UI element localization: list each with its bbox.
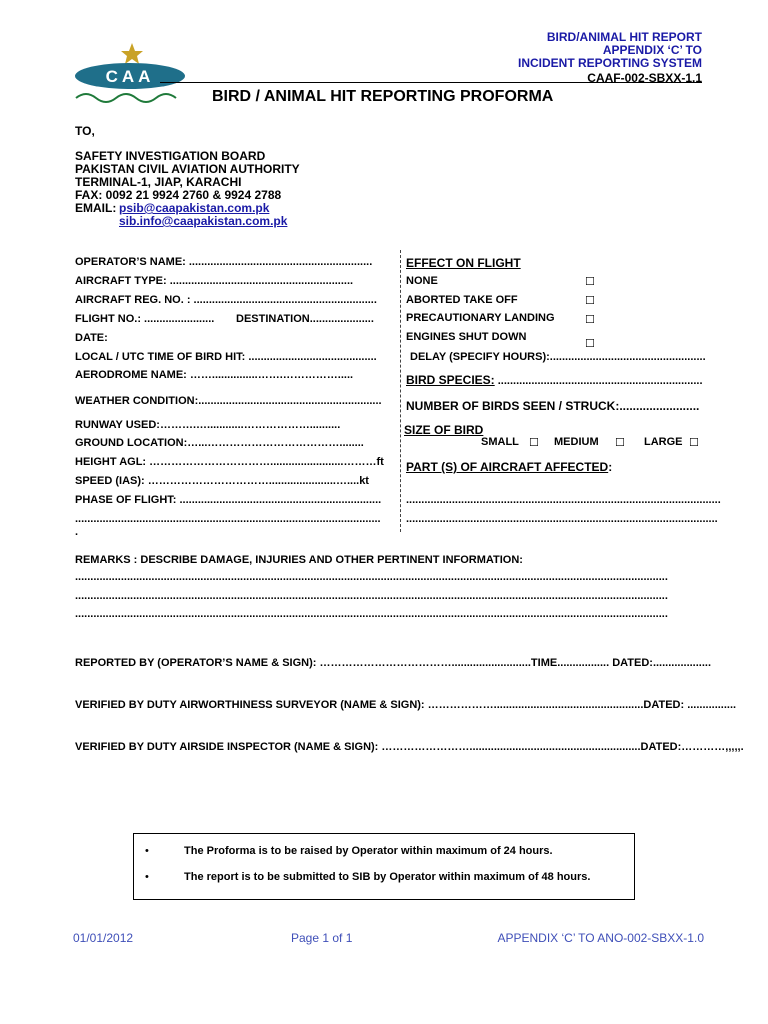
address-line3: TERMINAL-1, JIAP, KARACHI [75,175,242,189]
extra-blank-line[interactable]: .................................................................................................... [75,513,381,525]
parts-affected-line1[interactable]: ....................................................................................................... [406,494,721,506]
weather-condition-field[interactable]: WEATHER CONDITION:............................................................ [75,395,382,407]
note-24-hours: The Proforma is to be raised by Operator within maximum of 24 hours. [184,845,553,857]
address-line1: SAFETY INVESTIGATION BOARD [75,149,266,163]
remarks-line3[interactable]: .................................................................................................................................................................................................. [75,608,668,620]
reported-by-line[interactable]: REPORTED BY (OPERATOR’S NAME & SIGN): ………………………………..........................TIME................. DATED:................... [75,657,712,669]
notes-box [133,833,635,900]
size-of-bird-heading: SIZE OF BIRD [404,423,484,437]
destination-field[interactable]: DESTINATION..................... [236,313,374,325]
footer-appendix-ref: APPENDIX ‘C’ TO ANO-002-SBXX-1.0 [497,931,704,945]
header-line3: INCIDENT REPORTING SYSTEM [517,56,702,70]
caa-logo [68,40,193,108]
footer-date: 01/01/2012 [73,931,134,945]
star-icon [121,43,143,64]
size-medium-label: MEDIUM [554,436,599,448]
fax-line: FAX: 0092 21 9924 2760 & 9924 2788 [75,188,282,202]
urdu-script-mark [76,94,176,102]
effect-none-checkbox[interactable]: ☐ [585,275,595,288]
size-medium-checkbox[interactable]: ☐ [615,436,625,449]
bird-hit-time-field[interactable]: LOCAL / UTC TIME OF BIRD HIT: .......................................... [75,351,377,363]
size-large-checkbox[interactable]: ☐ [689,436,699,449]
effect-engines-label: ENGINES SHUT DOWN [406,331,527,343]
parts-affected-colon: : [608,460,613,474]
effect-precautionary-checkbox[interactable]: ☐ [585,313,595,326]
header-line1: BIRD/ANIMAL HIT REPORT [546,30,702,44]
header-rule [160,82,702,83]
parts-affected-heading [406,460,612,474]
email-label: EMAIL: [75,201,117,215]
aerodrome-name-field[interactable]: AERODROME NAME: ……...............…….……………..... [75,369,354,381]
runway-used-field[interactable]: RUNWAY USED:……….…............……………….......... [75,419,341,431]
stray-dot: . [75,526,79,538]
speed-ias-field[interactable]: SPEED (IAS): ……………………………......................…....kt [75,475,369,487]
effect-on-flight-heading: EFFECT ON FLIGHT [406,256,521,270]
note-48-hours: The report is to be submitted to SIB by Operator within maximum of 48 hours. [184,871,591,883]
email-link-sib-info[interactable]: sib.info@caapakistan.com.pk [119,214,288,228]
effect-aborted-checkbox[interactable]: ☐ [585,294,595,307]
effect-aborted-label: ABORTED TAKE OFF [406,294,518,306]
effect-engines-checkbox[interactable]: ☐ [585,337,595,350]
header-line2: APPENDIX ‘C’ TO [602,43,702,57]
size-small-checkbox[interactable]: ☐ [529,436,539,449]
document-code: CAAF-002-SBXX-1.1 [587,71,702,85]
note-bullet-2: • [145,871,149,883]
parts-affected-label: PART (S) OF AIRCRAFT AFFECTED [406,460,609,474]
remarks-line2[interactable]: .................................................................................................................................................................................................. [75,590,668,602]
effect-none-label: NONE [406,275,438,287]
aircraft-reg-field[interactable]: AIRCRAFT REG. NO. : ............................................................ [75,294,377,306]
size-large-label: LARGE [644,436,683,448]
size-small-label: SMALL [481,436,519,448]
bird-species-field[interactable] [406,373,703,387]
to-label: TO, [75,124,95,138]
effect-precautionary-label: PRECAUTIONARY LANDING [406,312,555,324]
svg-text:CAA: CAA [105,67,155,86]
ground-location-field[interactable]: GROUND LOCATION:…...………………………………........ [75,437,364,449]
remarks-label: REMARKS : DESCRIBE DAMAGE, INJURIES AND OTHER PERTINENT INFORMATION: [75,554,523,566]
bird-species-label: BIRD SPECIES: [406,373,495,387]
operator-name-field[interactable]: OPERATOR’S NAME: ............................................................ [75,256,373,268]
note-bullet-1: • [145,845,149,857]
page-title: BIRD / ANIMAL HIT REPORTING PROFORMA [212,88,554,105]
date-field[interactable]: DATE: [75,332,108,344]
verified-airworthiness-line[interactable]: VERIFIED BY DUTY AIRWORTHINESS SURVEYOR (NAME & SIGN): ……………….................................................DATED: ................ [75,699,737,711]
aircraft-type-field[interactable]: AIRCRAFT TYPE: ............................................................ [75,275,354,287]
flight-no-field[interactable]: FLIGHT NO.: ....................... [75,313,215,325]
address-line2: PAKISTAN CIVIL AVIATION AUTHORITY [75,162,300,176]
bird-species-dots: ................................................................... [494,375,703,387]
height-agl-field[interactable]: HEIGHT AGL: ……………………………........................………ft [75,456,384,468]
column-divider [400,250,401,532]
email-link-psib[interactable]: psib@caapakistan.com.pk [119,201,270,215]
phase-of-flight-field[interactable]: PHASE OF FLIGHT: .................................................................. [75,494,382,506]
footer-page-number: Page 1 of 1 [291,931,353,945]
delay-hours-field[interactable]: DELAY (SPECIFY HOURS):................................................... [410,351,706,363]
parts-affected-line2[interactable]: ...................................................................................................... [406,513,718,525]
remarks-line1[interactable]: .................................................................................................................................................................................................. [75,571,668,583]
number-of-birds-field[interactable]: NUMBER OF BIRDS SEEN / STRUCK:........................ [406,399,700,413]
verified-airside-line[interactable]: VERIFIED BY DUTY AIRSIDE INSPECTOR (NAME & SIGN): ……………………........................................................DATED:…………,,,,,. [75,741,744,753]
